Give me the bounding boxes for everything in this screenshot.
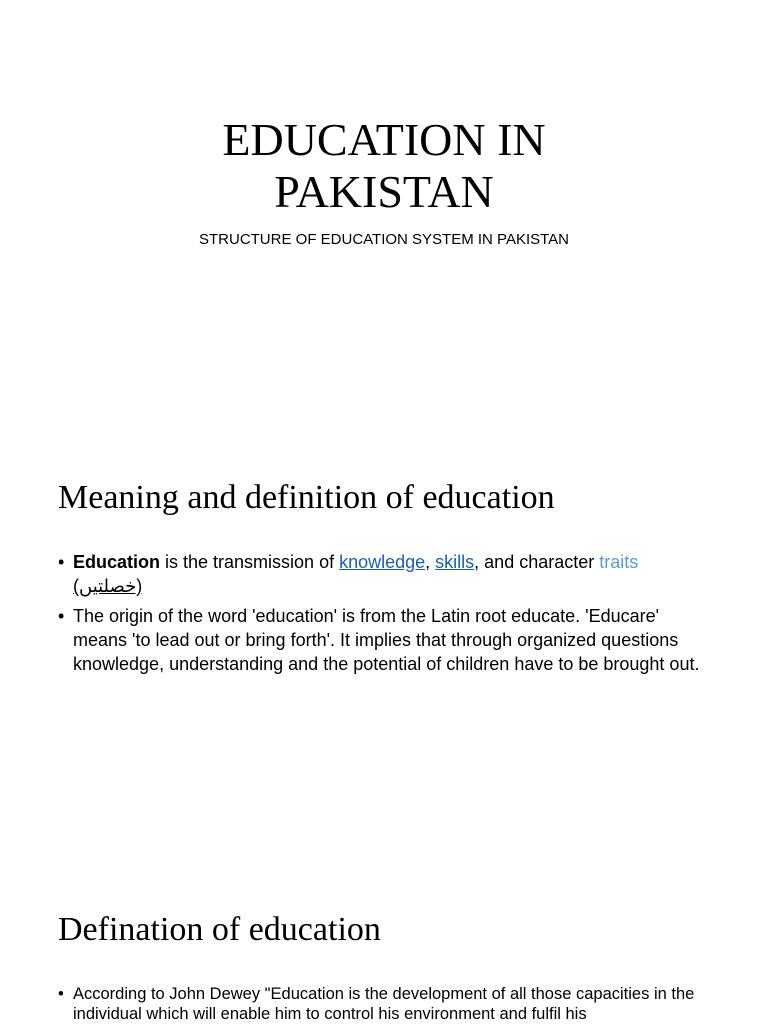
meaning-slide <box>0 432 768 864</box>
bullet-marker: • <box>58 985 64 1003</box>
bullet-item <box>58 550 718 598</box>
definition-slide <box>0 864 768 1024</box>
knowledge-link[interactable]: knowledge <box>339 552 426 572</box>
title-slide <box>0 0 768 432</box>
bullet-marker: • <box>58 606 65 626</box>
separator: , <box>425 552 436 572</box>
bullet-text: is the transmission of <box>160 552 340 572</box>
title-line-1: EDUCATION IN <box>222 114 546 165</box>
bold-term: Education <box>73 552 161 572</box>
traits-link[interactable]: traits <box>599 552 639 572</box>
bullet-marker: • <box>58 552 65 572</box>
bullet-item <box>58 604 718 676</box>
presentation-subtitle: STRUCTURE OF EDUCATION SYSTEM IN PAKISTAN <box>198 231 570 248</box>
urdu-translation: (خصلتیں) <box>73 576 143 596</box>
slide-heading: Defination of education <box>58 911 381 948</box>
title-line-2: PAKISTAN <box>274 166 494 217</box>
bullet-list <box>58 984 718 1030</box>
slide-heading: Meaning and definition of education <box>58 479 555 516</box>
bullet-text: According to John Dewey "Education is the development of all those capacities in the individual which will enable him to control his environment and fulfil his <box>73 985 695 1023</box>
bullet-text: The origin of the word 'education' is from the Latin root educate. 'Educare' means 'to lead out or bring forth'. It implies that through organized questions knowledge, understanding and the potential of children have to be brought out. <box>73 606 700 674</box>
bullet-text: , and character <box>474 552 600 572</box>
bullet-list <box>58 550 718 682</box>
bullet-item <box>58 984 718 1024</box>
presentation-title <box>0 114 768 218</box>
skills-link[interactable]: skills <box>435 552 475 572</box>
